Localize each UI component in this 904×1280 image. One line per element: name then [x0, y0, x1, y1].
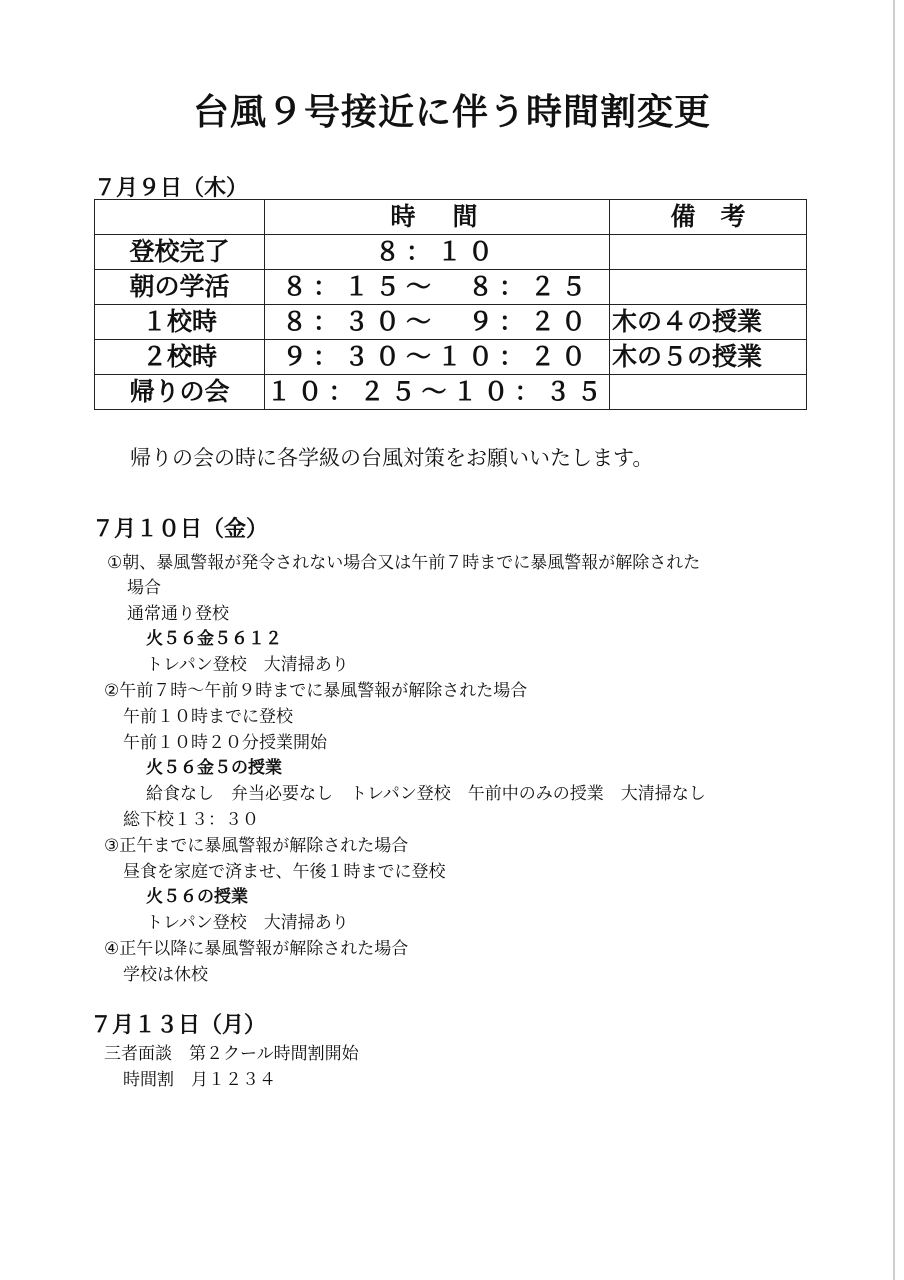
case1-timetable: 火５６金５６１２	[146, 629, 282, 649]
case3-condition: ③正午までに暴風警報が解除された場合	[104, 836, 409, 856]
case2-attendance: 午前１０時までに登校	[123, 707, 293, 727]
scan-edge-divider	[893, 0, 895, 1280]
case1-attendance: 通常通り登校	[127, 604, 229, 624]
table-row	[95, 340, 807, 375]
case3-timetable: 火５６の授業	[146, 887, 248, 907]
period-label: 朝の学活	[95, 270, 265, 305]
period-label: 帰りの会	[95, 375, 265, 410]
case1-condition: ①朝、暴風警報が発令されない場合又は午前７時までに暴風警報が解除された	[107, 553, 701, 573]
table-header-blank	[95, 200, 265, 235]
schedule-table	[94, 199, 807, 410]
date-heading-jul10: ７月１０日（金）	[92, 517, 269, 542]
period-time: ８：１５～ ８：２５	[265, 270, 610, 305]
case3-details: トレパン登校 大清掃あり	[146, 913, 349, 933]
date-heading-jul9: ７月９日（木）	[94, 176, 249, 201]
period-label: １校時	[95, 305, 265, 340]
period-note: 木の５の授業	[610, 340, 807, 375]
period-note	[610, 235, 807, 270]
case2-details: 給食なし 弁当必要なし トレパン登校 午前中のみの授業 大清掃なし	[146, 784, 706, 804]
jul13-timetable: 時間割 月１２３４	[123, 1070, 276, 1090]
table-row	[95, 270, 807, 305]
case2-dismissal: 総下校１３：３０	[123, 810, 259, 830]
case2-class-start: 午前１０時２０分授業開始	[123, 733, 327, 753]
jul13-event: 三者面談 第２クール時間割開始	[104, 1044, 359, 1064]
period-time: ８：１０	[265, 235, 610, 270]
period-note	[610, 375, 807, 410]
date-heading-jul13: ７月１３日（月）	[90, 1013, 267, 1038]
table-header-notes: 備 考	[610, 200, 807, 235]
period-label: ２校時	[95, 340, 265, 375]
period-time: ９：３０～１０：２０	[265, 340, 610, 375]
period-label: 登校完了	[95, 235, 265, 270]
case3-attendance: 昼食を家庭で済ませ、午後１時までに登校	[123, 862, 446, 882]
page-title: 台風９号接近に伴う時間割変更	[192, 91, 711, 133]
period-note: 木の４の授業	[610, 305, 807, 340]
table-row	[95, 235, 807, 270]
table-header-time: 時 間	[265, 200, 610, 235]
period-time: ８：３０～ ９：２０	[265, 305, 610, 340]
case4-result: 学校は休校	[123, 965, 208, 985]
case1-condition-cont: 場合	[127, 578, 161, 598]
typhoon-remark: 帰りの会の時に各学級の台風対策をお願いいたします。	[130, 446, 654, 470]
case1-details: トレパン登校 大清掃あり	[146, 655, 349, 675]
case2-timetable: 火５６金５の授業	[146, 758, 282, 778]
period-time: １０：２５～１０：３５	[265, 375, 610, 410]
table-row	[95, 375, 807, 410]
period-note	[610, 270, 807, 305]
case4-condition: ④正午以降に暴風警報が解除された場合	[104, 939, 409, 959]
table-header-row	[95, 200, 807, 235]
case2-condition: ②午前７時～午前９時までに暴風警報が解除された場合	[104, 681, 528, 701]
table-row	[95, 305, 807, 340]
